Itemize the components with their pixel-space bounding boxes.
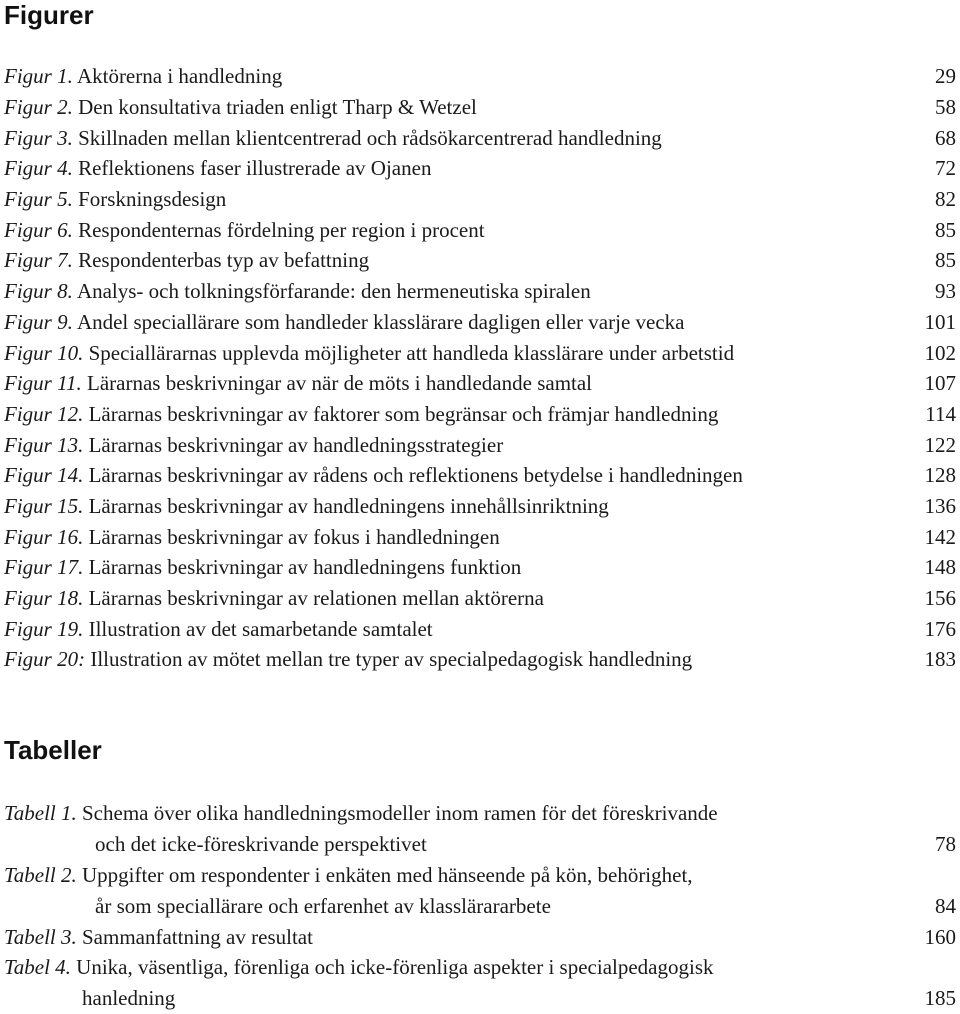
figure-title: Lärarnas beskrivningar av relationen mellan aktörerna [88,586,544,610]
table-title-line2: år som speciallärare och erfarenhet av klasslärararbete [95,894,551,918]
figure-title: Illustration av mötet mellan tre typer av specialpedagogisk handledning [90,647,693,671]
figure-title: Lärarnas beskrivningar av faktorer som begränsar och främjar handledning [88,402,719,426]
figure-page: 101 [924,310,956,334]
figure-page: 29 [935,64,956,88]
figure-page: 176 [924,617,956,641]
table-label: Tabell 3. [4,925,77,949]
figure-title: Andel speciallärare som handleder klasslärare dagligen eller varje vecka [76,310,685,334]
figure-entry-2[interactable] [4,92,956,122]
figure-title: Respondenternas fördelning per region i procent [78,218,485,242]
table-entry-4[interactable] [4,952,956,1014]
table-title-line1: Sammanfattning av resultat [82,925,313,949]
figure-title: Illustration av det samarbetande samtalet [88,617,433,641]
figure-page: 68 [935,126,956,150]
figure-entry-8[interactable] [4,276,956,306]
table-entry-3[interactable] [4,922,956,953]
figure-entry-20[interactable] [4,644,956,674]
figure-page: 136 [924,494,956,518]
figure-title: Aktörerna i handledning [76,64,283,88]
figure-label: Figur 11. [4,371,82,395]
table-title-line1: Schema över olika handledningsmodeller inom ramen för det föreskrivande [82,801,718,825]
figure-entry-13[interactable] [4,430,956,460]
table-title-line1: Uppgifter om respondenter i enkäten med hänseende på kön, behörighet, [82,863,693,887]
figure-title: Lärarnas beskrivningar av när de möts i handledande samtal [87,371,593,395]
table-title-line2: hanledning [82,986,176,1010]
figure-page: 148 [924,555,956,579]
figure-title: Lärarnas beskrivningar av handledningens innehållsinriktning [88,494,609,518]
figure-label: Figur 10. [4,341,84,365]
figure-label: Figur 16. [4,525,84,549]
figure-label: Figur 9. [4,310,73,334]
figure-title: Speciallärarnas upplevda möjligheter att handleda klasslärare under arbetstid [88,341,735,365]
figure-label: Figur 19. [4,617,84,641]
figure-label: Figur 17. [4,555,84,579]
figure-entry-5[interactable] [4,184,956,214]
figure-entry-15[interactable] [4,491,956,521]
table-label: Tabell 1. [4,801,77,825]
figure-label: Figur 1. [4,64,73,88]
figure-entry-12[interactable] [4,399,956,429]
figure-label: Figur 20: [4,647,86,671]
figure-label: Figur 14. [4,463,84,487]
table-label: Tabell 2. [4,863,77,887]
figure-title: Lärarnas beskrivningar av handledningsstrategier [88,433,504,457]
figure-page: 93 [935,279,956,303]
figure-label: Figur 18. [4,586,84,610]
figure-label: Figur 4. [4,156,73,180]
table-entry-1[interactable] [4,798,956,860]
figure-entry-18[interactable] [4,583,956,613]
figure-entry-1[interactable] [4,61,956,91]
table-entry-2[interactable] [4,860,956,922]
figure-entry-10[interactable] [4,338,956,368]
table-title-line1: Unika, väsentliga, förenliga och icke-förenliga aspekter i specialpedagogisk [76,955,714,979]
table-page: 84 [935,894,956,918]
table-title-line2: och det icke-föreskrivande perspektivet [95,832,427,856]
figure-page: 72 [935,156,956,180]
figure-entry-9[interactable] [4,307,956,337]
figures-heading: Figurer [4,0,94,30]
figure-label: Figur 3. [4,126,73,150]
figure-page: 122 [924,433,956,457]
figure-page: 128 [924,463,956,487]
figure-label: Figur 2. [4,95,73,119]
figure-entry-14[interactable] [4,460,956,490]
figure-entry-3[interactable] [4,123,956,153]
figure-page: 85 [935,248,956,272]
figure-title: Den konsultativa triaden enligt Tharp & Wetzel [78,95,477,119]
figure-label: Figur 8. [4,279,73,303]
figure-title: Lärarnas beskrivningar av fokus i handledningen [88,525,500,549]
figure-label: Figur 6. [4,218,73,242]
figure-title: Forskningsdesign [78,187,227,211]
figure-label: Figur 12. [4,402,84,426]
figure-title: Reflektionens faser illustrerade av Ojanen [78,156,432,180]
figure-entry-19[interactable] [4,614,956,644]
table-page: 78 [935,832,956,856]
figure-page: 102 [924,341,956,365]
figure-page: 107 [924,371,956,395]
figure-label: Figur 5. [4,187,73,211]
figure-title: Respondenterbas typ av befattning [78,248,370,272]
figure-page: 58 [935,95,956,119]
figure-title: Analys- och tolkningsförfarande: den hermeneutiska spiralen [76,279,591,303]
figure-title: Lärarnas beskrivningar av rådens och reflektionens betydelse i handledningen [88,463,743,487]
table-page: 160 [924,925,956,949]
figure-entry-11[interactable] [4,368,956,398]
figure-page: 183 [924,647,956,671]
figure-page: 114 [925,402,956,426]
figure-entry-4[interactable] [4,153,956,183]
figure-title: Lärarnas beskrivningar av handledningens funktion [88,555,522,579]
figure-page: 142 [924,525,956,549]
figure-label: Figur 7. [4,248,73,272]
table-label: Tabel 4. [4,955,71,979]
figure-label: Figur 13. [4,433,84,457]
figure-page: 85 [935,218,956,242]
figure-page: 82 [935,187,956,211]
tables-heading: Tabeller [4,735,102,765]
figure-label: Figur 15. [4,494,84,518]
figure-entry-6[interactable] [4,215,956,245]
figure-entry-16[interactable] [4,522,956,552]
figure-page: 156 [924,586,956,610]
table-page: 185 [924,986,956,1010]
figure-entry-17[interactable] [4,552,956,582]
figure-title: Skillnaden mellan klientcentrerad och rådsökarcentrerad handledning [78,126,662,150]
figure-entry-7[interactable] [4,245,956,275]
